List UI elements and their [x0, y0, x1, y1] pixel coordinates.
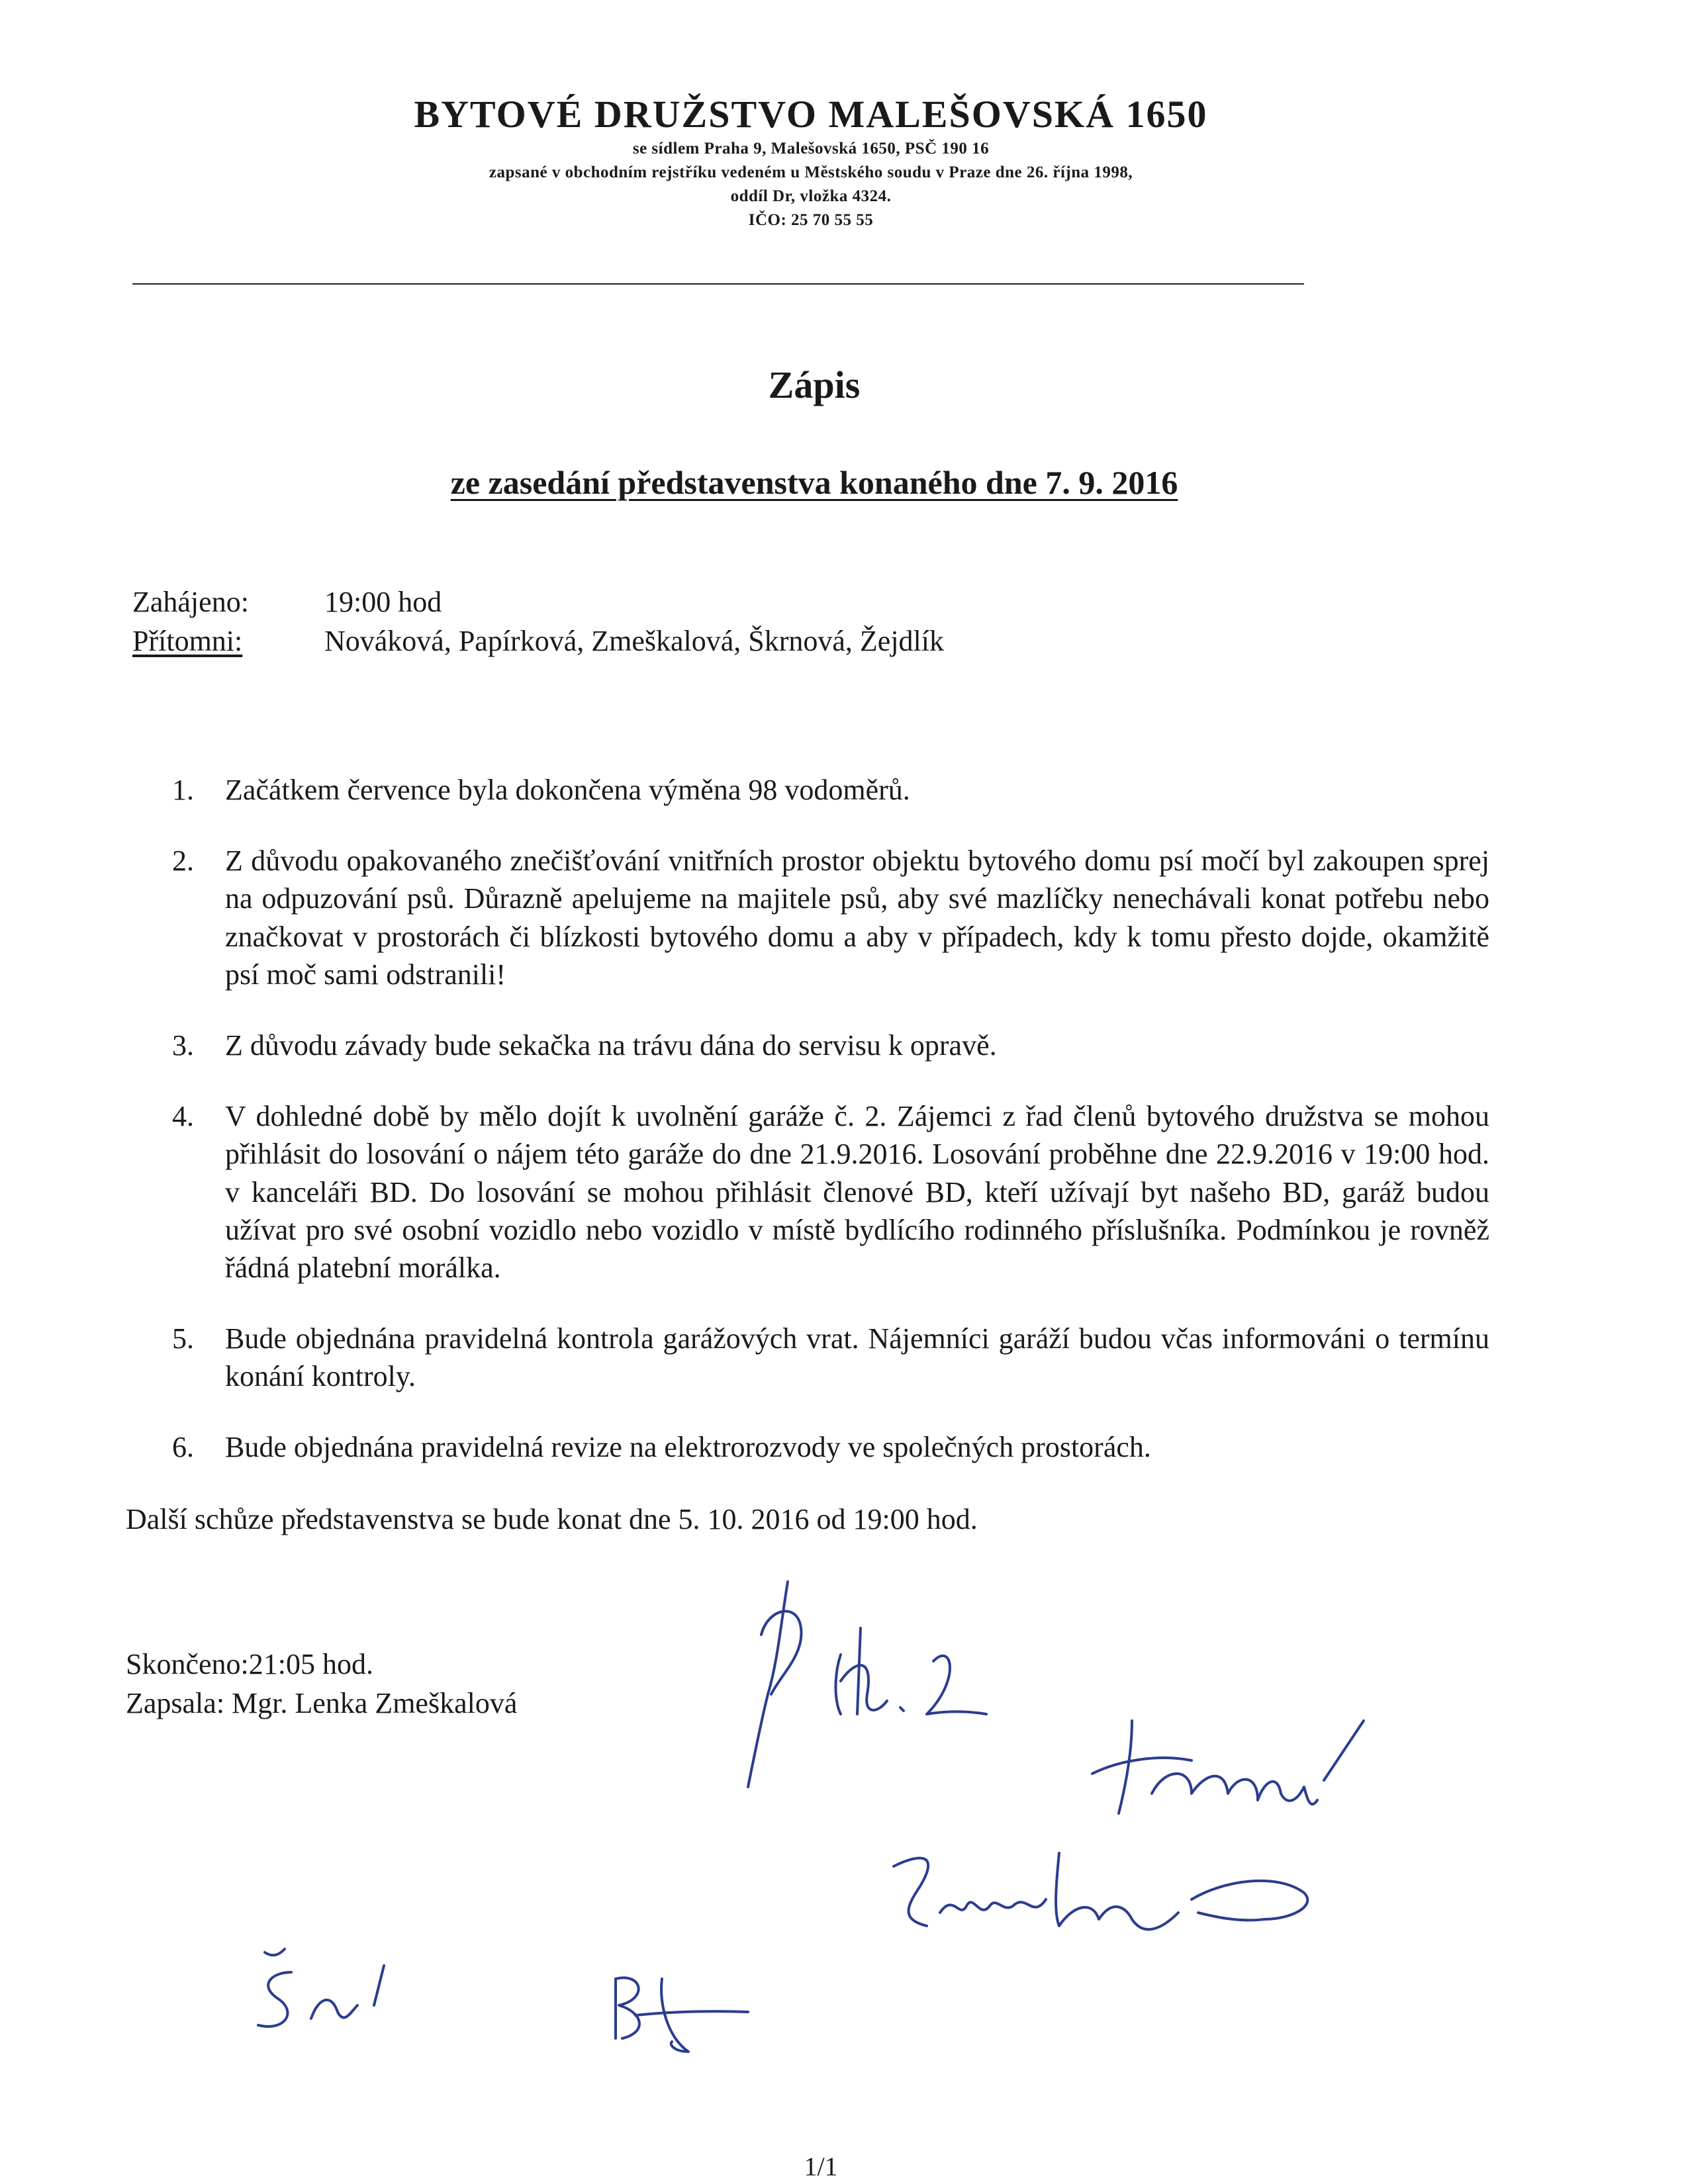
- agenda-item: [172, 771, 1489, 809]
- agenda-item: [172, 842, 1489, 993]
- item-number: 6.: [172, 1431, 194, 1464]
- item-number: 5.: [172, 1322, 194, 1355]
- document-subtitle: ze zasedání představenstva konaného dne 7. 9. 2016: [450, 464, 1178, 501]
- item-number: 2.: [172, 844, 194, 878]
- header-divider: [132, 283, 1304, 285]
- signature-4: [245, 1946, 417, 2052]
- closing-block: [126, 1645, 722, 1723]
- item-number: 4.: [172, 1100, 194, 1133]
- item-text: V dohledné době by mělo dojít k uvolnění garáže č. 2. Zájemci z řad členů bytového družstva se mohou přihlásit do losování o nájem této garáže do dne 21.9.2016. Losování proběhne dne 22.9.2016 v 19:00 hod. v kanceláři BD. Do losování se mohou přihlásit členové BD, kteří užívají byt našeho BD, garáž budou užívat pro své osobní vozidlo nebo vozidlo v místě bydlícího rodinného příslušníka. Podmínkou je rovněž řádná platební morálka.: [225, 1100, 1489, 1284]
- present-row: [132, 621, 1390, 660]
- agenda-items: [172, 771, 1489, 1500]
- letterhead: [132, 93, 1489, 233]
- document-title: Zápis: [768, 363, 861, 406]
- end-time: Skončeno:21:05 hod.: [126, 1648, 373, 1680]
- item-text: Bude objednána pravidelná kontrola garážových vrat. Nájemníci garáží budou včas informováni o termínu konání kontroly.: [225, 1322, 1489, 1393]
- item-number: 3.: [172, 1028, 194, 1062]
- item-text: Z důvodu opakovaného znečišťování vnitřních prostor objektu bytového domu psí močí byl zakoupen sprej na odpuzování psů. Důrazně apelujeme na majitele psů, aby své mazlíčky nenechávali konat potřebu nebo značkovat v prostorách či blízkosti bytového domu a aby v případech, kdy k tomu přesto dojde, okamžitě psí moč sami odstranili!: [225, 844, 1489, 991]
- next-meeting-note: Další schůze představenstva se bude konat dne 5. 10. 2016 od 19:00 hod.: [126, 1503, 978, 1535]
- item-number: 1.: [172, 774, 194, 806]
- present-value: Nováková, Papírková, Zmeškalová, Škrnová, Žejdlík: [324, 625, 945, 658]
- started-label: Zahájeno:: [132, 586, 249, 618]
- meeting-meta: [132, 582, 1390, 661]
- present-label: Přítomni:: [132, 625, 243, 658]
- agenda-item: [172, 1320, 1489, 1395]
- started-row: [132, 582, 1390, 621]
- signature-5: [596, 1952, 768, 2058]
- page-number: 1/1: [804, 2152, 838, 2181]
- agenda-item: [172, 1097, 1489, 1287]
- signature-2: [1059, 1701, 1390, 1833]
- organization-address: se sídlem Praha 9, Malešovská 1650, PSČ 190 16: [632, 139, 990, 158]
- recorded-by: Zapsala: Mgr. Lenka Zmeškalová: [126, 1687, 518, 1720]
- signature-1: [741, 1562, 1046, 1800]
- signature-3: [880, 1827, 1331, 1959]
- item-text: Z důvodu závady bude sekačka na trávu dána do servisu k opravě.: [225, 1028, 997, 1062]
- item-text: Začátkem července byla dokončena výměna 98 vodoměrů.: [225, 774, 910, 806]
- started-value: 19:00 hod: [324, 586, 442, 618]
- organization-id-number: IČO: 25 70 55 55: [748, 211, 874, 230]
- agenda-item: [172, 1428, 1489, 1466]
- organization-registration-section: oddíl Dr, vložka 4324.: [730, 187, 892, 206]
- agenda-item: [172, 1026, 1489, 1064]
- organization-registration: zapsané v obchodním rejstříku vedeném u Městského soudu v Praze dne 26. října 1998,: [489, 163, 1133, 181]
- item-text: Bude objednána pravidelná revize na elektrorozvody ve společných prostorách.: [225, 1431, 1151, 1464]
- organization-name: BYTOVÉ DRUŽSTVO MALEŠOVSKÁ 1650: [414, 93, 1208, 136]
